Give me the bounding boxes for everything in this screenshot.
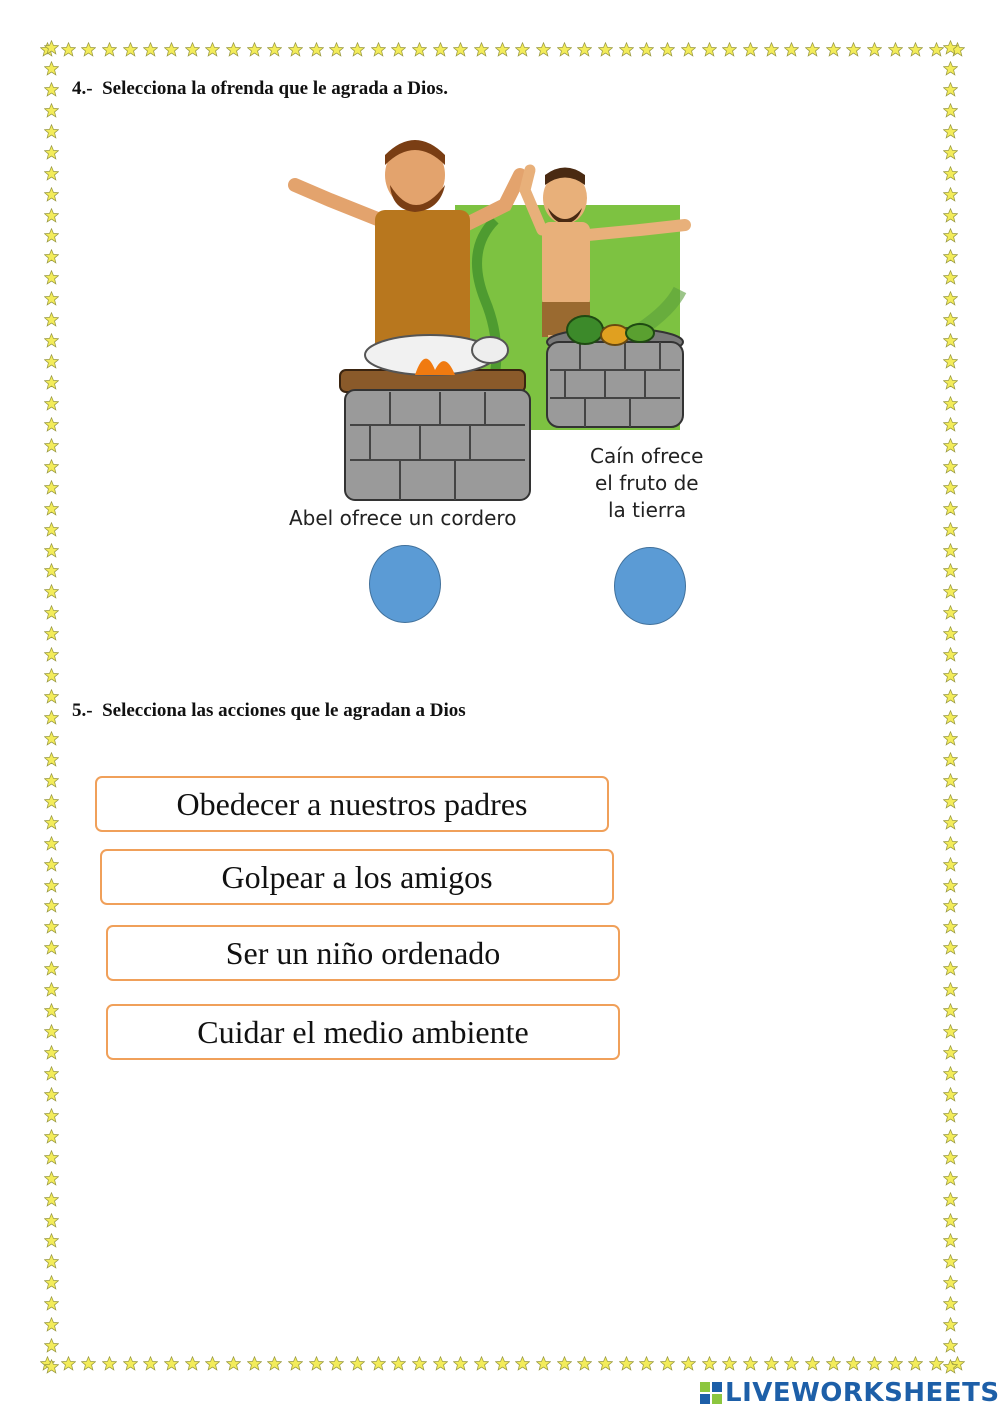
star-icon [185,1356,200,1371]
star-icon [943,270,958,285]
star-icon [44,1108,59,1123]
star-icon [943,563,958,578]
star-icon [44,82,59,97]
star-icon [44,752,59,767]
select-cain-offering-circle[interactable] [614,547,686,625]
star-icon [44,919,59,934]
star-icon [185,42,200,57]
star-icon [44,1275,59,1290]
star-icon [44,689,59,704]
star-icon [846,42,861,57]
star-icon [102,42,117,57]
star-icon [943,103,958,118]
star-icon [784,1356,799,1371]
star-icon [44,940,59,955]
star-icon [44,794,59,809]
star-icon [44,501,59,516]
star-icon [943,940,958,955]
star-icon [267,1356,282,1371]
star-icon [557,1356,572,1371]
question-5-text: Selecciona las acciones que le agradan a Dios [102,700,466,721]
star-icon [943,1108,958,1123]
star-icon [943,752,958,767]
star-icon [943,312,958,327]
star-icon [44,710,59,725]
star-icon [44,61,59,76]
star-icon [44,270,59,285]
star-icon [226,42,241,57]
star-icon [44,1359,59,1374]
star-icon [44,1213,59,1228]
cain-altar [547,316,683,427]
star-icon [557,42,572,57]
star-icon [681,1356,696,1371]
star-icon [943,208,958,223]
option-ordenado[interactable]: Ser un niño ordenado [106,925,620,981]
star-icon [44,1233,59,1248]
star-icon [143,42,158,57]
star-icon [44,375,59,390]
star-icon [44,1087,59,1102]
star-icon [943,857,958,872]
star-icon [164,1356,179,1371]
star-icon [943,584,958,599]
star-icon [943,1171,958,1186]
star-icon [391,42,406,57]
star-icon [44,626,59,641]
star-icon [44,40,59,55]
star-icon [943,919,958,934]
star-icon [943,1003,958,1018]
star-icon [44,1171,59,1186]
star-icon [44,982,59,997]
star-icon [943,773,958,788]
star-icon [44,228,59,243]
star-icon [44,187,59,202]
star-icon [639,1356,654,1371]
star-icon [598,1356,613,1371]
star-icon [44,103,59,118]
star-icon [44,878,59,893]
star-icon [702,1356,717,1371]
star-icon [44,522,59,537]
star-icon [61,1356,76,1371]
star-icon [309,1356,324,1371]
star-icon [943,522,958,537]
star-icon [433,42,448,57]
star-icon [44,396,59,411]
cain-caption-line3: la tierra [608,498,687,522]
star-icon [943,145,958,160]
star-icon [943,249,958,264]
star-icon [44,459,59,474]
star-icon [943,1150,958,1165]
star-icon [412,42,427,57]
star-icon [412,1356,427,1371]
star-icon [764,42,779,57]
star-icon [44,647,59,662]
abel-cain-illustration [280,130,720,540]
star-icon [81,1356,96,1371]
star-icon [846,1356,861,1371]
star-icon [805,1356,820,1371]
star-icon [943,291,958,306]
star-icon [123,1356,138,1371]
star-icon [943,501,958,516]
cain-caption-line2: el fruto de [595,471,699,495]
star-icon [44,1296,59,1311]
star-icon [943,689,958,704]
star-icon [44,773,59,788]
star-icon [474,1356,489,1371]
star-icon [164,42,179,57]
star-icon [350,42,365,57]
star-icon [826,1356,841,1371]
star-icon [943,668,958,683]
star-icon [943,1087,958,1102]
star-border-left [40,40,62,1375]
star-icon [660,1356,675,1371]
star-icon [371,42,386,57]
star-icon [943,1338,958,1353]
star-icon [288,42,303,57]
star-icon [888,42,903,57]
star-icon [495,42,510,57]
star-icon [44,1254,59,1269]
star-icon [943,1192,958,1207]
star-icon [44,1192,59,1207]
star-icon [44,668,59,683]
star-icon [350,1356,365,1371]
star-icon [44,584,59,599]
star-icon [44,1129,59,1144]
star-icon [44,438,59,453]
star-icon [943,1275,958,1290]
star-icon [391,1356,406,1371]
star-icon [44,1003,59,1018]
question-4-number: 4.- [72,78,93,99]
star-icon [44,291,59,306]
star-icon [943,82,958,97]
star-icon [44,333,59,348]
option-medio-ambiente[interactable]: Cuidar el medio ambiente [106,1004,620,1060]
star-icon [943,961,958,976]
star-icon [44,815,59,830]
star-icon [102,1356,117,1371]
star-icon [44,480,59,495]
star-icon [722,42,737,57]
star-icon [44,1317,59,1332]
star-icon [598,42,613,57]
star-icon [267,42,282,57]
star-icon [943,40,958,55]
option-obedecer[interactable]: Obedecer a nuestros padres [95,776,609,832]
star-icon [44,731,59,746]
star-icon [44,1338,59,1353]
star-icon [44,1150,59,1165]
star-icon [943,626,958,641]
star-icon [44,354,59,369]
star-icon [143,1356,158,1371]
question-4-text: Selecciona la ofrenda que le agrada a Dios. [102,78,448,99]
star-icon [123,42,138,57]
star-icon [943,794,958,809]
star-icon [943,710,958,725]
star-icon [943,333,958,348]
star-icon [44,543,59,558]
liveworksheets-text: LIVEWORKSHEETS [725,1378,1000,1408]
star-icon [44,605,59,620]
star-icon [44,1024,59,1039]
star-icon [81,42,96,57]
star-icon [44,857,59,872]
star-icon [943,878,958,893]
star-icon [784,42,799,57]
star-icon [943,438,958,453]
star-icon [943,1359,958,1374]
star-icon [943,124,958,139]
select-abel-offering-circle[interactable] [369,545,441,623]
star-icon [44,1045,59,1060]
star-icon [943,354,958,369]
star-icon [453,1356,468,1371]
star-icon [908,42,923,57]
star-icon [943,375,958,390]
question-5-number: 5.- [72,700,93,721]
cain-caption-line1: Caín ofrece [590,444,704,468]
star-icon [288,1356,303,1371]
abel-caption: Abel ofrece un cordero [289,506,517,530]
star-icon [943,187,958,202]
star-icon [226,1356,241,1371]
star-icon [702,42,717,57]
star-icon [764,1356,779,1371]
star-icon [44,836,59,851]
star-icon [943,459,958,474]
option-golpear[interactable]: Golpear a los amigos [100,849,614,905]
star-icon [619,42,634,57]
star-icon [943,1233,958,1248]
star-icon [44,208,59,223]
star-icon [888,1356,903,1371]
star-icon [329,1356,344,1371]
star-icon [943,1213,958,1228]
star-icon [577,1356,592,1371]
star-icon [743,42,758,57]
star-icon [453,42,468,57]
star-icon [371,1356,386,1371]
star-icon [247,42,262,57]
question-5 [72,700,466,722]
liveworksheets-logo [700,1376,1000,1410]
star-border-right [939,40,961,1375]
star-icon [44,312,59,327]
star-icon [908,1356,923,1371]
star-icon [943,1045,958,1060]
star-icon [309,42,324,57]
question-4 [72,78,448,100]
star-icon [943,1066,958,1081]
star-icon [943,647,958,662]
star-icon [61,42,76,57]
star-icon [433,1356,448,1371]
star-icon [44,145,59,160]
star-icon [943,166,958,181]
star-icon [536,42,551,57]
star-icon [943,480,958,495]
star-icon [943,815,958,830]
star-icon [44,1066,59,1081]
star-border-bottom [40,1352,965,1374]
star-icon [826,42,841,57]
star-icon [943,61,958,76]
star-icon [943,1317,958,1332]
star-icon [44,166,59,181]
star-icon [536,1356,551,1371]
star-icon [44,124,59,139]
star-icon [44,563,59,578]
star-icon [743,1356,758,1371]
star-icon [205,1356,220,1371]
star-icon [329,42,344,57]
star-icon [681,42,696,57]
star-icon [44,898,59,913]
star-icon [205,42,220,57]
star-icon [943,605,958,620]
star-icon [943,396,958,411]
star-icon [577,42,592,57]
star-icon [943,982,958,997]
abel-altar [340,335,530,500]
star-icon [495,1356,510,1371]
star-icon [515,42,530,57]
star-border-top [40,38,965,60]
star-icon [943,543,958,558]
star-icon [943,1024,958,1039]
star-icon [943,731,958,746]
star-icon [515,1356,530,1371]
star-icon [44,961,59,976]
star-icon [619,1356,634,1371]
star-icon [44,249,59,264]
star-icon [943,1254,958,1269]
star-icon [722,1356,737,1371]
star-icon [660,42,675,57]
star-icon [867,1356,882,1371]
star-icon [247,1356,262,1371]
star-icon [943,228,958,243]
star-icon [943,1296,958,1311]
star-icon [867,42,882,57]
star-icon [474,42,489,57]
star-icon [44,417,59,432]
star-icon [943,836,958,851]
star-icon [943,417,958,432]
star-icon [943,1129,958,1144]
star-icon [805,42,820,57]
star-icon [943,898,958,913]
star-icon [639,42,654,57]
liveworksheets-icon [700,1382,722,1404]
